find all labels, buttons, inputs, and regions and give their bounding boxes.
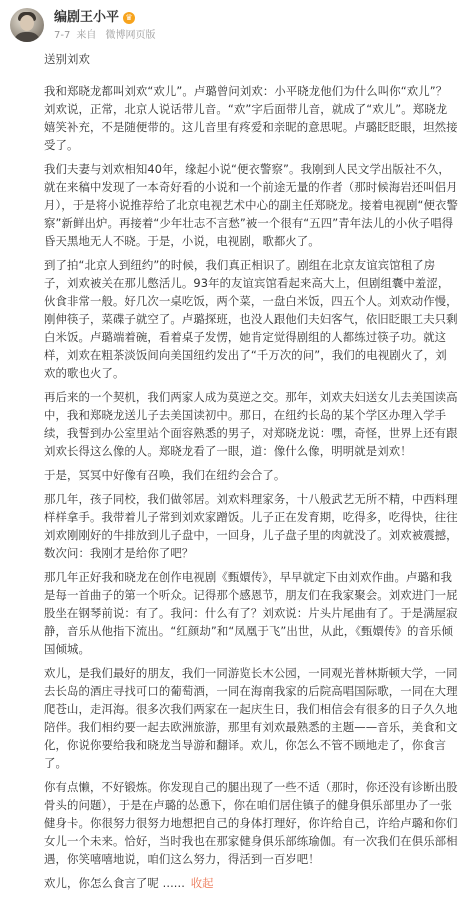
post-last-line (44, 874, 458, 892)
post-title: 送别刘欢 (44, 52, 90, 66)
post-meta (54, 29, 162, 42)
post-paragraph: 于是，冥冥中好像有召唤，我们在纽约会合了。 (44, 468, 286, 482)
vip-crown-icon: ♛ (123, 12, 135, 24)
post-paragraph: 那几年正好我和晓龙在创作电视剧《甄嬛传》，早早就定下由刘欢作曲。卢璐和我是每一首曲子的第一个听众。记得那个感恩节，朋友们在我家聚会。刘欢进门一屁股坐在钢琴前说：有了。我问：什么有了？刘欢说：片头片尾曲有了。于是满屋寂静，音乐从他指下流出。“红颜劫”和“凤凰于飞”出世，从此，《甄嬛传》的音乐倾国倾城。 (44, 570, 458, 656)
post-source[interactable]: 微博网页版 (105, 30, 156, 41)
post-paragraph: 我和郑晓龙都叫刘欢“欢儿”。卢璐曾问刘欢：小平晓龙他们为什么叫你“欢儿”？刘欢说，正常，北京人说话带儿音。“欢”字后面带儿音，就成了“欢儿”。郑晓龙嬉笑补充，不是随便带的。这儿音里有疼爱和亲昵的意思呢。卢璐眨眨眼，坦然接受了。 (44, 84, 458, 152)
post-source-prefix: 来自 (76, 30, 97, 41)
author-avatar[interactable] (10, 8, 44, 42)
post-paragraph: 到了拍“北京人到纽约”的时候，我们真正相识了。剧组在北京友谊宾馆租了房子，刘欢被关在那儿憋活儿。93年的友谊宾馆看起来高大上，但剧组囊中羞涩，伙食非常一般。好几次一桌吃饭，两个菜，一盘白米饭，四五个人。刘欢动作慢，刚伸筷子，菜碟子就空了。卢璐探班，也没人跟他们夫妇客气，依旧眨眼工夫只剩白米饭。卢璐端着碗，看着桌子发愣，她肯定觉得剧组的人都练过筷子功。就这样，刘欢在粗茶淡饭间向美国纽约发出了“千万次的问”，我们的电视剧火了，刘欢的歌也火了。 (44, 258, 458, 380)
post-time[interactable]: 7-7 (54, 30, 71, 41)
post-header (10, 8, 462, 44)
post-paragraph: 再后来的一个契机，我们两家人成为莫逆之交。那年，刘欢夫妇送女儿去美国读高中，我和郑晓龙送儿子去美国读初中。那日，在纽约长岛的某个学区办理入学手续，我誓到办公室里站个面容熟悉的男子，对郑晓龙说：嘿，奇怪，世界上还有跟刘欢长得这么像的人。郑晓龙看了一眼，道：像什么像，明明就是刘欢！ (44, 390, 458, 458)
collapse-link[interactable]: 收起 (190, 876, 214, 890)
post-content (44, 50, 458, 898)
post-paragraph: 欢儿，是我们最好的朋友，我们一同游览长木公园，一同观光普林斯顿大学，一同去长岛的酒庄寻找可口的葡萄酒，一同在海南我家的后院高唱国际歌，一同在大理爬苍山，走洱海。很多次我们两家在一起庆生日，我们相信会有很多的日子久久地陪伴。我们相约要一起去欧洲旅游，那里有刘欢最熟悉的主题——音乐，美食和文化，你说你要给我和晓龙当导游和翻译。欢儿，你怎么不管不顾地走了，你食言了。 (44, 666, 458, 770)
author-name[interactable]: 编剧王小平 (54, 10, 120, 25)
last-line-text: 欢儿，你怎么食言了呢 ...... (44, 876, 185, 890)
post-paragraph: 那几年，孩子同校，我们做邻居。刘欢料理家务，十八般武艺无所不精，中西料理样样拿手。我带着儿子常到刘欢家蹭饭。儿子正在发育期，吃得多，吃得快，往往刘欢刚刚好的牛排放到儿子盘中，一回身，儿子盘子里的肉就没了。刘欢被震撼，数次问：我刚才是给你了吧？ (44, 492, 458, 560)
post-paragraph: 我们夫妻与刘欢相知40年，缘起小说“便衣警察”。我刚到人民文学出版社不久，就在来稿中发现了一本奇好看的小说和一个前途无量的作者（那时候海岩还叫侣月月），于是将小说推荐给了北京电视艺术中心的副主任郑晓龙。接着电视剧“便衣警察”新鲜出炉。再接着“少年壮志不言愁”被一个很有“五四”青年法儿的小伙子唱得昏天黑地无人不晓。于是，小说，电视剧，歌都火了。 (44, 162, 458, 248)
post-paragraph: 你有点懒，不好锻炼。你发现自己的腿出现了一些不适（那时，你还没有诊断出股骨头的问题），于是在卢璐的怂恿下，你在咱们居住镇子的健身俱乐部里办了一张健身卡。你很努力很努力地想把自己的身体打理好，你许给自己，许给卢璐和你们女儿一个未来。恰好，当时我也在那家健身俱乐部练瑜伽。有一次我们在俱乐部相遇，你笑嘻嘻地说，咱们这么努力，得活到一百岁吧！ (44, 780, 458, 866)
